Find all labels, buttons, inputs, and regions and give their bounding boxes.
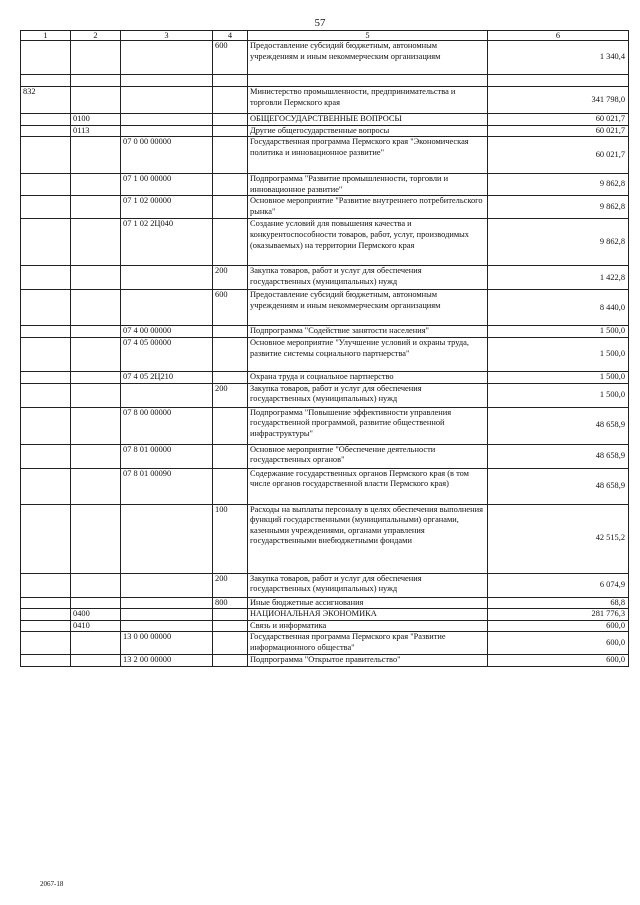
section-code-cell: 832 (21, 87, 71, 114)
expense-type-cell (213, 326, 248, 338)
target-article-cell: 07 8 01 00090 (121, 468, 213, 504)
expense-type-cell (213, 87, 248, 114)
item-name-cell: ОБЩЕГОСУДАРСТВЕННЫЕ ВОПРОСЫ (248, 114, 488, 126)
table-row (21, 196, 629, 219)
table-row (21, 620, 629, 632)
table-row (21, 468, 629, 504)
item-name-cell: Предоставление субсидий бюджетным, автономным учреждениям и иным некоммерческим организациям (248, 290, 488, 326)
table-row (21, 41, 629, 75)
item-name-cell: Закупка товаров, работ и услуг для обеспечения государственных (муниципальных) нужд (248, 573, 488, 597)
item-name-cell: Подпрограмма "Содействие занятости населения" (248, 326, 488, 338)
amount-cell: 48 658,9 (488, 468, 629, 504)
item-name-cell: Основное мероприятие "Обеспечение деятельности государственных органов" (248, 444, 488, 468)
target-article-cell (121, 87, 213, 114)
amount-cell: 9 862,8 (488, 219, 629, 266)
amount-cell: 600,0 (488, 655, 629, 667)
table-row (21, 383, 629, 407)
section-code-cell (21, 371, 71, 383)
section-code-cell (21, 219, 71, 266)
amount-cell: 9 862,8 (488, 174, 629, 196)
item-name-cell: Основное мероприятие "Улучшение условий и охраны труда, развитие системы социального партнерства" (248, 337, 488, 371)
column-header-1: 1 (21, 31, 71, 41)
item-name-cell: Министерство промышленности, предпринимательства и торговли Пермского края (248, 87, 488, 114)
subsection-code-cell (71, 337, 121, 371)
target-article-cell (121, 609, 213, 621)
expense-type-cell (213, 468, 248, 504)
item-name-cell: Предоставление субсидий бюджетным, автономным учреждениям и иным некоммерческим организациям (248, 41, 488, 75)
table-row (21, 609, 629, 621)
column-header-2: 2 (71, 31, 121, 41)
subsection-code-cell (71, 326, 121, 338)
expense-type-cell: 600 (213, 290, 248, 326)
expense-type-cell (213, 219, 248, 266)
subsection-code-cell (71, 266, 121, 290)
item-name-cell: НАЦИОНАЛЬНАЯ ЭКОНОМИКА (248, 609, 488, 621)
expense-type-cell: 200 (213, 266, 248, 290)
section-code-cell (21, 620, 71, 632)
amount-cell: 42 515,2 (488, 504, 629, 573)
subsection-code-cell: 0100 (71, 114, 121, 126)
section-code-cell (21, 114, 71, 126)
target-article-cell: 07 4 05 2Ц210 (121, 371, 213, 383)
expense-type-cell (213, 609, 248, 621)
target-article-cell: 07 4 00 00000 (121, 326, 213, 338)
amount-cell: 1 500,0 (488, 371, 629, 383)
table-body (21, 41, 629, 667)
item-name-cell: Другие общегосударственные вопросы (248, 125, 488, 137)
amount-cell: 1 500,0 (488, 383, 629, 407)
section-code-cell (21, 468, 71, 504)
target-article-cell (121, 125, 213, 137)
subsection-code-cell (71, 573, 121, 597)
table-row (21, 87, 629, 114)
table-row (21, 266, 629, 290)
header-row (21, 31, 629, 41)
expense-type-cell (213, 407, 248, 444)
target-article-cell (121, 75, 213, 87)
expense-type-cell (213, 114, 248, 126)
expense-type-cell (213, 444, 248, 468)
item-name-cell: Закупка товаров, работ и услуг для обеспечения государственных (муниципальных) нужд (248, 266, 488, 290)
item-name-cell: Расходы на выплаты персоналу в целях обеспечения выполнения функций государственными (муниципальными) органами, казенными учреждениями, органами управления государственными внебюджетными фондами (248, 504, 488, 573)
subsection-code-cell (71, 196, 121, 219)
amount-cell: 1 500,0 (488, 326, 629, 338)
amount-cell: 600,0 (488, 620, 629, 632)
item-name-cell: Закупка товаров, работ и услуг для обеспечения государственных (муниципальных) нужд (248, 383, 488, 407)
amount-cell: 48 658,9 (488, 444, 629, 468)
item-name-cell (248, 75, 488, 87)
table-row (21, 632, 629, 655)
target-article-cell: 07 4 05 00000 (121, 337, 213, 371)
section-code-cell (21, 337, 71, 371)
item-name-cell: Охрана труда и социальное партнерство (248, 371, 488, 383)
subsection-code-cell (71, 632, 121, 655)
section-code-cell (21, 326, 71, 338)
subsection-code-cell: 0410 (71, 620, 121, 632)
table-row (21, 174, 629, 196)
target-article-cell (121, 41, 213, 75)
expense-type-cell: 200 (213, 383, 248, 407)
document-code: 2067-18 (40, 880, 64, 888)
subsection-code-cell (71, 655, 121, 667)
column-header-4: 4 (213, 31, 248, 41)
subsection-code-cell (71, 174, 121, 196)
item-name-cell: Подпрограмма "Повышение эффективности управления государственной программой, развитие общественной инфраструктуры" (248, 407, 488, 444)
table-row (21, 114, 629, 126)
subsection-code-cell (71, 444, 121, 468)
expense-type-cell: 800 (213, 597, 248, 609)
section-code-cell (21, 137, 71, 174)
target-article-cell: 13 0 00 00000 (121, 632, 213, 655)
expense-type-cell (213, 655, 248, 667)
section-code-cell (21, 290, 71, 326)
section-code-cell (21, 407, 71, 444)
section-code-cell (21, 383, 71, 407)
expense-type-cell: 100 (213, 504, 248, 573)
subsection-code-cell (71, 290, 121, 326)
item-name-cell: Содержание государственных органов Пермского края (в том числе органов государственной власти Пермского края) (248, 468, 488, 504)
target-article-cell: 07 8 01 00000 (121, 444, 213, 468)
table-row (21, 125, 629, 137)
section-code-cell (21, 444, 71, 468)
item-name-cell: Создание условий для повышения качества и конкурентоспособности товаров, работ, услуг, производимых (оказываемых) на территории Пермского края (248, 219, 488, 266)
subsection-code-cell (71, 75, 121, 87)
section-code-cell (21, 174, 71, 196)
expense-type-cell (213, 632, 248, 655)
expense-type-cell (213, 174, 248, 196)
target-article-cell: 07 1 02 2Ц040 (121, 219, 213, 266)
target-article-cell: 07 1 02 00000 (121, 196, 213, 219)
expense-type-cell (213, 371, 248, 383)
table-row (21, 326, 629, 338)
amount-cell: 600,0 (488, 632, 629, 655)
subsection-code-cell: 0113 (71, 125, 121, 137)
subsection-code-cell (71, 371, 121, 383)
expense-type-cell: 200 (213, 573, 248, 597)
item-name-cell: Государственная программа Пермского края "Экономическая политика и инновационное развитие" (248, 137, 488, 174)
expense-type-cell (213, 337, 248, 371)
section-code-cell (21, 597, 71, 609)
expense-type-cell: 600 (213, 41, 248, 75)
column-header-3: 3 (121, 31, 213, 41)
target-article-cell: 07 0 00 00000 (121, 137, 213, 174)
page-number: 57 (314, 17, 326, 29)
amount-cell: 6 074,9 (488, 573, 629, 597)
item-name-cell: Государственная программа Пермского края "Развитие информационного общества" (248, 632, 488, 655)
section-code-cell (21, 655, 71, 667)
subsection-code-cell (71, 504, 121, 573)
item-name-cell: Основное мероприятие "Развитие внутреннего потребительского рынка" (248, 196, 488, 219)
table-row (21, 573, 629, 597)
table-row (21, 444, 629, 468)
expense-type-cell (213, 137, 248, 174)
section-code-cell (21, 573, 71, 597)
subsection-code-cell (71, 219, 121, 266)
section-code-cell (21, 504, 71, 573)
target-article-cell (121, 597, 213, 609)
section-code-cell (21, 266, 71, 290)
subsection-code-cell (71, 137, 121, 174)
section-code-cell (21, 196, 71, 219)
item-name-cell: Подпрограмма "Развитие промышленности, торговли и инновационное развитие" (248, 174, 488, 196)
subsection-code-cell: 0400 (71, 609, 121, 621)
table-row (21, 337, 629, 371)
target-article-cell (121, 383, 213, 407)
target-article-cell (121, 504, 213, 573)
table-row (21, 75, 629, 87)
amount-cell (488, 75, 629, 87)
target-article-cell (121, 290, 213, 326)
target-article-cell (121, 114, 213, 126)
expense-type-cell (213, 125, 248, 137)
item-name-cell: Связь и информатика (248, 620, 488, 632)
item-name-cell: Иные бюджетные ассигнования (248, 597, 488, 609)
amount-cell: 68,8 (488, 597, 629, 609)
expense-type-cell (213, 196, 248, 219)
expense-type-cell (213, 620, 248, 632)
table-header (21, 31, 629, 41)
amount-cell: 1 422,8 (488, 266, 629, 290)
amount-cell: 1 500,0 (488, 337, 629, 371)
subsection-code-cell (71, 407, 121, 444)
target-article-cell (121, 573, 213, 597)
section-code-cell (21, 75, 71, 87)
amount-cell: 48 658,9 (488, 407, 629, 444)
target-article-cell: 07 1 00 00000 (121, 174, 213, 196)
target-article-cell (121, 620, 213, 632)
table-row (21, 504, 629, 573)
amount-cell: 60 021,7 (488, 125, 629, 137)
section-code-cell (21, 125, 71, 137)
subsection-code-cell (71, 468, 121, 504)
subsection-code-cell (71, 87, 121, 114)
amount-cell: 281 776,3 (488, 609, 629, 621)
table-row (21, 137, 629, 174)
table-row (21, 597, 629, 609)
budget-table (20, 30, 629, 667)
amount-cell: 8 440,0 (488, 290, 629, 326)
item-name-cell: Подпрограмма "Открытое правительство" (248, 655, 488, 667)
subsection-code-cell (71, 41, 121, 75)
section-code-cell (21, 632, 71, 655)
amount-cell: 60 021,7 (488, 137, 629, 174)
section-code-cell (21, 41, 71, 75)
amount-cell: 60 021,7 (488, 114, 629, 126)
table-row (21, 219, 629, 266)
target-article-cell: 07 8 00 00000 (121, 407, 213, 444)
table-row (21, 407, 629, 444)
column-header-6: 6 (488, 31, 629, 41)
section-code-cell (21, 609, 71, 621)
subsection-code-cell (71, 383, 121, 407)
amount-cell: 9 862,8 (488, 196, 629, 219)
table-row (21, 655, 629, 667)
amount-cell: 341 798,0 (488, 87, 629, 114)
target-article-cell: 13 2 00 00000 (121, 655, 213, 667)
amount-cell: 1 340,4 (488, 41, 629, 75)
table-row (21, 371, 629, 383)
subsection-code-cell (71, 597, 121, 609)
target-article-cell (121, 266, 213, 290)
table-row (21, 290, 629, 326)
expense-type-cell (213, 75, 248, 87)
column-header-5: 5 (248, 31, 488, 41)
